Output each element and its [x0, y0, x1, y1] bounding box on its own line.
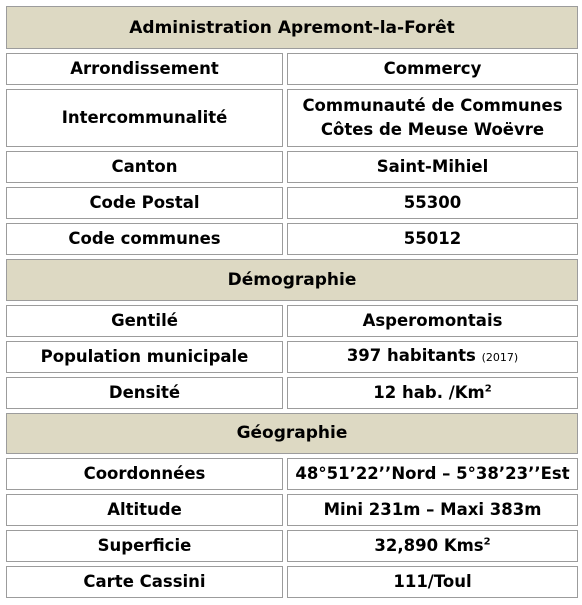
- superficie-number: 32,890 Kms: [374, 535, 484, 555]
- code-postal-value: 55300: [287, 187, 578, 219]
- population-count: 397 habitants: [346, 345, 476, 365]
- superficie-value: [287, 530, 578, 562]
- population-year: (2017): [481, 350, 519, 364]
- densite-number: 12 hab. /Km: [373, 382, 485, 402]
- densite-label: Densité: [6, 377, 283, 409]
- geographie-header-row: [6, 413, 578, 454]
- code-postal-label: Code Postal: [6, 187, 283, 219]
- coordonnees-label: Coordonnées: [6, 458, 283, 490]
- altitude-value: Mini 231m – Maxi 383m: [287, 494, 578, 526]
- gentile-label: Gentilé: [6, 305, 283, 337]
- commune-infobox-table: [2, 2, 582, 602]
- administration-title: Administration Apremont-la-Forêt: [6, 6, 578, 49]
- intercommunalite-value: [287, 89, 578, 147]
- table-row: [6, 377, 578, 409]
- arrondissement-value: Commercy: [287, 53, 578, 85]
- demographie-header: Démographie: [6, 259, 578, 300]
- table-row: [6, 530, 578, 562]
- table-row: [6, 89, 578, 147]
- table-row: [6, 53, 578, 85]
- gentile-value: Asperomontais: [287, 305, 578, 337]
- code-communes-label: Code communes: [6, 223, 283, 255]
- geographie-header: Géographie: [6, 413, 578, 454]
- table-row: [6, 341, 578, 373]
- demographie-header-row: [6, 259, 578, 300]
- densite-value: [287, 377, 578, 409]
- table-row: [6, 494, 578, 526]
- carte-cassini-value: 111/Toul: [287, 566, 578, 598]
- arrondissement-label: Arrondissement: [6, 53, 283, 85]
- canton-value: Saint-Mihiel: [287, 151, 578, 183]
- superficie-label: Superficie: [6, 530, 283, 562]
- population-label: Population municipale: [6, 341, 283, 373]
- intercommunalite-value-line1: Communauté de Communes: [302, 96, 563, 116]
- altitude-label: Altitude: [6, 494, 283, 526]
- superficie-exponent: 2: [483, 536, 491, 548]
- densite-exponent: 2: [484, 383, 492, 394]
- population-value: [287, 341, 578, 373]
- canton-label: Canton: [6, 151, 283, 183]
- code-communes-value: 55012: [287, 223, 578, 255]
- table-row: [6, 566, 578, 598]
- carte-cassini-label: Carte Cassini: [6, 566, 283, 598]
- table-row: [6, 305, 578, 337]
- table-row: [6, 187, 578, 219]
- administration-header-row: [6, 6, 578, 49]
- table-row: [6, 458, 578, 490]
- intercommunalite-value-line2: Côtes de Meuse Woëvre: [320, 120, 545, 140]
- table-row: [6, 151, 578, 183]
- coordonnees-value: 48°51’22’’Nord – 5°38’23’’Est: [287, 458, 578, 490]
- intercommunalite-label: Intercommunalité: [6, 89, 283, 147]
- table-row: [6, 223, 578, 255]
